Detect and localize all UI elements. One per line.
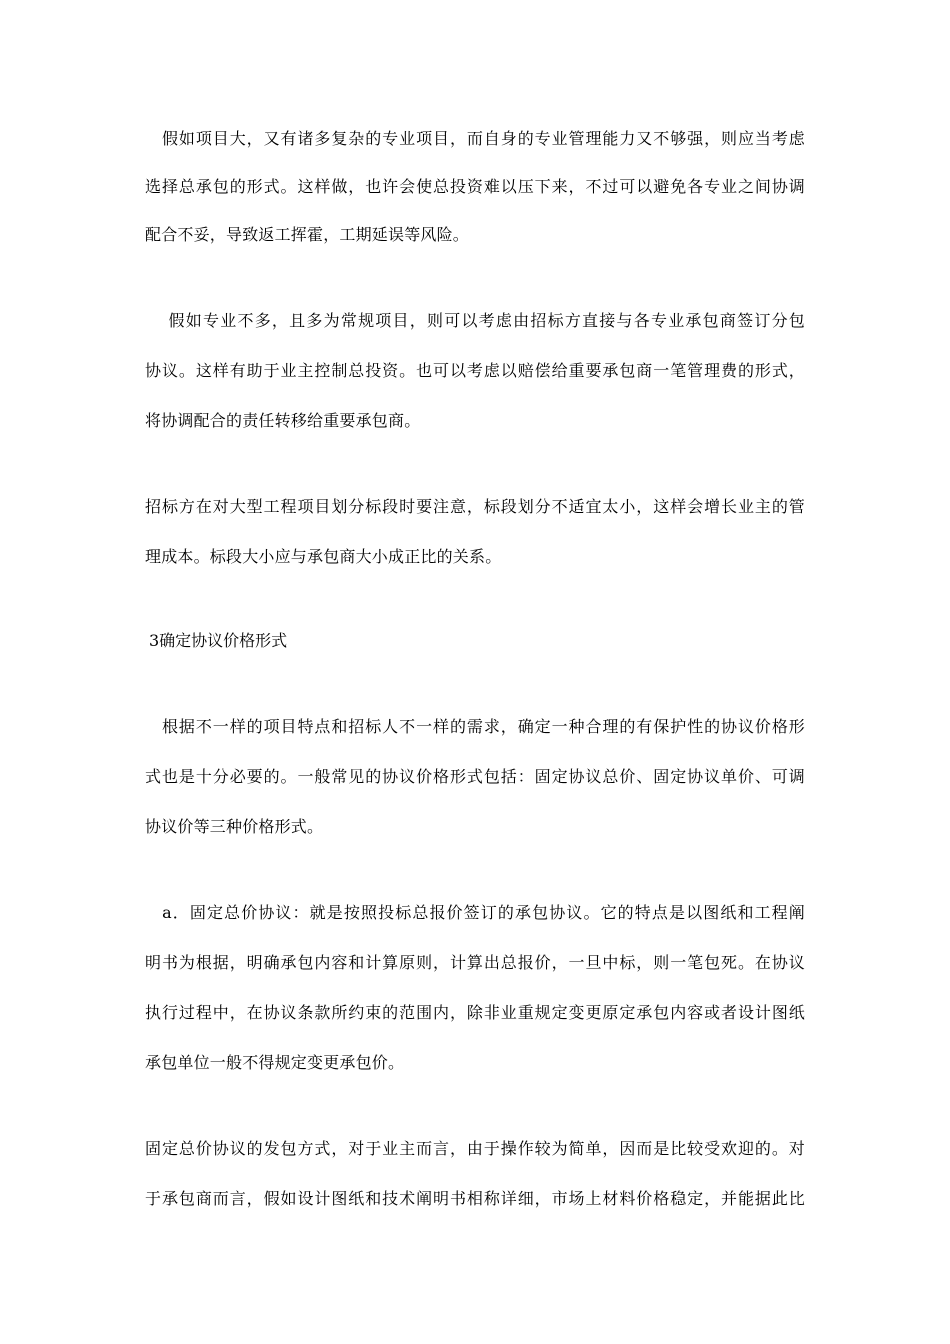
paragraph-line: 假如专业不多，且多为常规项目，则可以考虑由招标方直接与各专业承包商签订分包	[145, 311, 805, 330]
paragraph-line: 固定总价协议的发包方式，对于业主而言，由于操作较为简单，因而是比较受欢迎的。对	[145, 1139, 805, 1158]
paragraph-line: 招标方在对大型工程项目划分标段时要注意，标段划分不适宜太小，这样会增长业主的管	[145, 497, 805, 516]
paragraph-line: 明书为根据，明确承包内容和计算原则，计算出总报价，一旦中标，则一笔包死。在协议	[145, 953, 805, 972]
paragraph-line: 承包单位一般不得规定变更承包价。	[145, 1053, 405, 1072]
paragraph-line: 假如项目大，又有诸多复杂的专业项目，而自身的专业管理能力又不够强，则应当考虑	[145, 129, 805, 148]
paragraph-line: 执行过程中，在协议条款所约束的范围内，除非业重规定变更原定承包内容或者设计图纸	[145, 1003, 805, 1022]
paragraph-line: 将协调配合的责任转移给重要承包商。	[145, 411, 421, 430]
paragraph-line: 于承包商而言，假如设计图纸和技术阐明书相称详细，市场上材料价格稳定，并能据此比	[145, 1189, 805, 1208]
paragraph-line: 理成本。标段大小应与承包商大小成正比的关系。	[145, 547, 502, 566]
paragraph-line: a．固定总价协议：就是按照投标总报价签订的承包协议。它的特点是以图纸和工程阐	[145, 903, 805, 922]
section-heading: 3确定协议价格形式	[149, 631, 288, 650]
paragraph-line: 选择总承包的形式。这样做，也许会使总投资难以压下来，不过可以避免各专业之间协调	[145, 177, 805, 196]
paragraph-line: 协议价等三种价格形式。	[145, 817, 324, 836]
paragraph-line: 式也是十分必要的。一般常见的协议价格形式包括：固定协议总价、固定协议单价、可调	[145, 767, 805, 786]
paragraph-line: 协议。这样有助于业主控制总投资。也可以考虑以赔偿给重要承包商一笔管理费的形式，	[145, 361, 805, 380]
paragraph-line: 根据不一样的项目特点和招标人不一样的需求，确定一种合理的有保护性的协议价格形	[145, 717, 805, 736]
paragraph-line: 配合不妥，导致返工挥霍，工期延误等风险。	[145, 225, 470, 244]
